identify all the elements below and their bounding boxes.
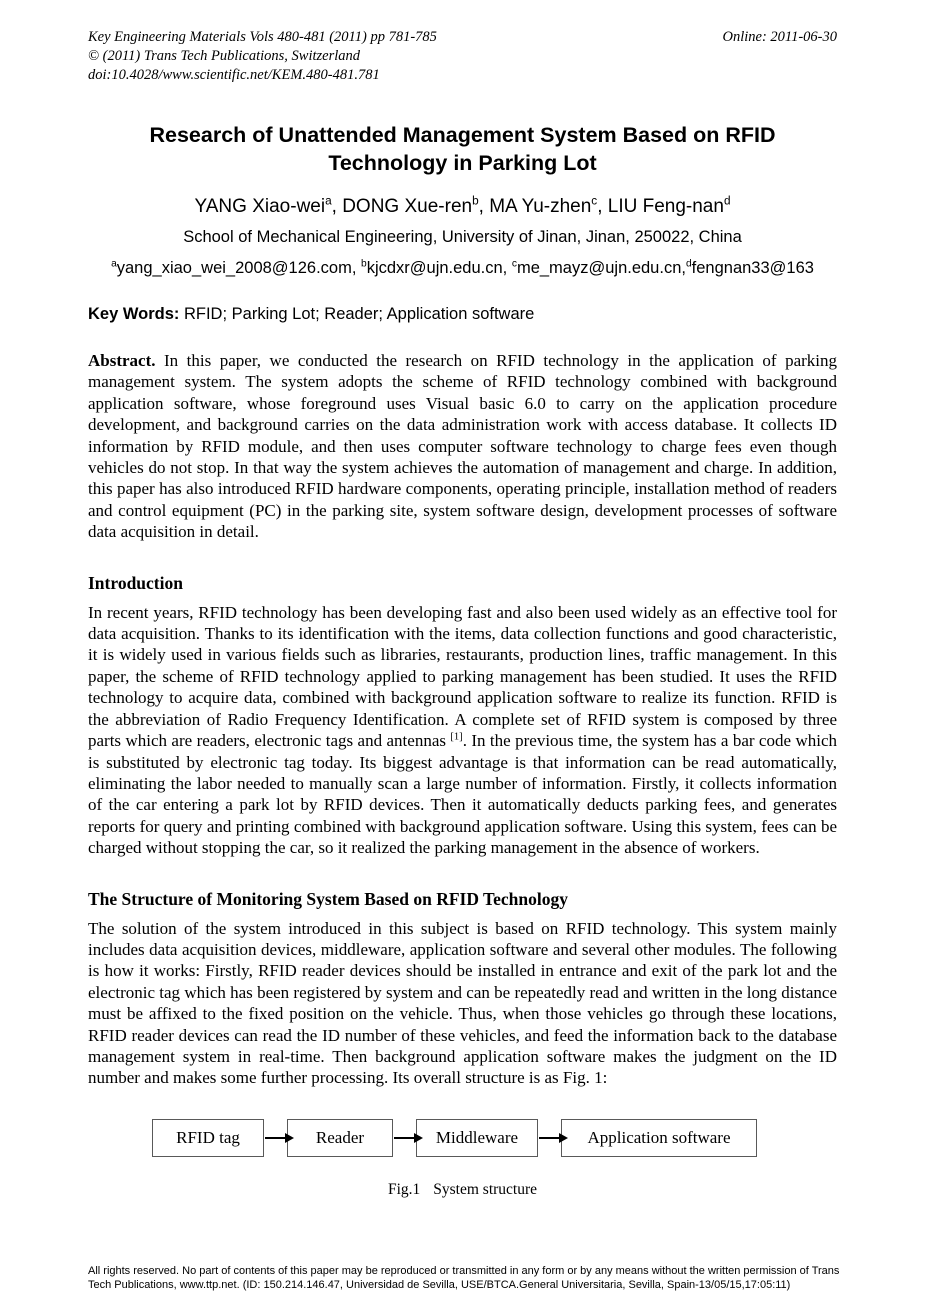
abstract-text: In this paper, we conducted the research on RFID technology in the application of parking management system. The system adopts the scheme of RFID technology combined with background application software, whose foreground uses Visual basic 6.0 to carry on the application procedure development, and background carries on the data administration work with access database. It collects ID information by RFID module, and then uses computer software technology to charge fees even though vehicles do not stop. In that way the system achieves the automation of management and charge. In addition, this paper has also introduced RFID hardware components, operating principle, installation method of readers and control equipment (PC) in the parking site, system software design, development processes of software data acquisition in detail. xyxy=(88,351,837,542)
flow-box-application-software: Application software xyxy=(561,1119,757,1157)
rights-footer-line1: All rights reserved. No part of contents of this paper may be reproduced or transmitted in any form or by any means without the written permission of Trans xyxy=(88,1265,840,1277)
abstract xyxy=(88,350,837,543)
flow-box-reader: Reader xyxy=(287,1119,393,1157)
flow-box-middleware: Middleware xyxy=(416,1119,538,1157)
abstract-label: Abstract. xyxy=(88,351,156,370)
online-date: Online: 2011-06-30 xyxy=(722,29,837,45)
journal-citation: Key Engineering Materials Vols 480-481 (2011) pp 781-785 xyxy=(88,29,437,45)
introduction-text-after-ref: . In the previous time, the system has a bar code which is substituted by electronic tag today. Its biggest advantage is that information can be read automatically, eliminating the labor needed to manually scan a large number of information. Firstly, it collects information of the car entering a park lot by RFID devices. Then it automatically deducts parking fees, and generates reports for query and printing combined with background application software. Using this system, fees can be charged without stopping the car, so it realized the parking management in the absence of workers. xyxy=(88,731,837,858)
flow-arrow-icon xyxy=(394,1137,415,1139)
flow-box-rfid-tag: RFID tag xyxy=(152,1119,264,1157)
authors-line: YANG Xiao-wei$^a$, DONG Xue-ren$^b$, MA Yu-zhen$^c$, LIU Feng-nan$^d$ xyxy=(194,194,731,217)
keywords-line xyxy=(88,304,837,325)
paper-title-line1: Research of Unattended Management System Based on RFID xyxy=(149,123,776,147)
reference-marker: [1] xyxy=(450,731,463,743)
figure-caption-text: System structure xyxy=(433,1180,538,1198)
flow-arrow-icon xyxy=(539,1137,560,1139)
paper-title xyxy=(88,121,837,177)
figure-caption-label: Fig.1 xyxy=(387,1180,421,1198)
structure-paragraph: The solution of the system introduced in this subject is based on RFID technology. This system mainly includes data acquisition devices, middleware, application software and several other modules. The following is how it works: Firstly, RFID reader devices should be installed in entrance and exit of the park lot and the electronic tag which has been registered by system and can be repeatedly read and written in the long distance must be affixed to the fixed position on the vehicle. Thus, when those vehicles go through these locations, RFID reader devices can read the ID number of these vehicles, and feed the information back to the database management system in real-time. Then background application software makes the judgment on the ID number and makes some further processing. Its overall structure is as Fig. 1: xyxy=(88,918,837,1088)
emails-line: $^a$yang_xiao_wei_2008@126.com, $^b$kjcdxr@ujn.edu.cn, $^c$me_mayz@ujn.edu.cn,$^d$fengnan33@163 xyxy=(111,258,814,277)
affiliation: School of Mechanical Engineering, University of Jinan, Jinan, 250022, China xyxy=(183,228,742,246)
introduction-text-before-ref: In recent years, RFID technology has been developing fast and also been used widely as an effective tool for data acquisition. Thanks to its identification with the items, data collection functions and good characteristic, it is widely used in various fields such as libraries, restaurants, production lines, traffic management. In this paper, the scheme of RFID technology applied to parking management has been studied. It uses the RFID technology to acquire data, combined with background application software to realize its function. RFID is the abbreviation of Radio Frequency Identification. A complete set of RFID system is composed by three parts which are readers, electronic tags and antennas xyxy=(88,602,837,751)
keywords-label: Key Words: xyxy=(88,305,180,323)
introduction-paragraph xyxy=(88,602,837,859)
figure-caption xyxy=(88,1181,837,1199)
doi-line: doi:10.4028/www.scientific.net/KEM.480-481.781 xyxy=(88,67,380,83)
figure-system-structure xyxy=(152,1119,837,1157)
journal-header xyxy=(88,28,837,85)
rights-footer-line2: Tech Publications, www.ttp.net. (ID: 150.214.146.47, Universidad de Sevilla, USE/BTCA.General Universitaria, Sevilla, Spain-13/05/15,17:05:11) xyxy=(88,1278,791,1291)
section-heading-introduction: Introduction xyxy=(88,572,183,593)
copyright-line: © (2011) Trans Tech Publications, Switzerland xyxy=(88,48,361,64)
rights-footer xyxy=(88,1265,850,1292)
section-heading-structure: The Structure of Monitoring System Based on RFID Technology xyxy=(88,888,568,909)
keywords-text: RFID; Parking Lot; Reader; Application software xyxy=(179,305,535,323)
flow-arrow-icon xyxy=(265,1137,286,1139)
paper-title-line2: Technology in Parking Lot xyxy=(328,151,597,175)
